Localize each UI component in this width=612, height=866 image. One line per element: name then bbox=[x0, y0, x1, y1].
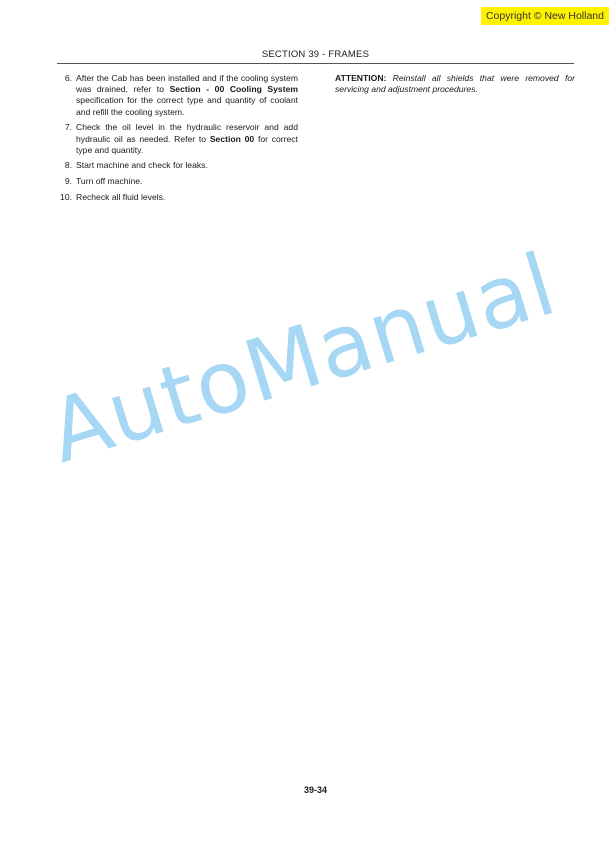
header-divider bbox=[57, 63, 574, 64]
list-item bbox=[57, 73, 298, 118]
step-text: for correct type and quantity. bbox=[76, 133, 298, 155]
step-number: 7. bbox=[64, 122, 72, 133]
step-number: 10. bbox=[60, 191, 72, 202]
procedure-steps-column bbox=[57, 73, 298, 208]
watermark: AutoManual bbox=[38, 234, 567, 483]
list-item bbox=[57, 192, 298, 203]
attention-text: Reinstall all shields that were removed for servicing and adjustment procedures. bbox=[335, 73, 575, 95]
step-text: After the Cab has been installed and if the cooling system was drained, refer to bbox=[76, 73, 298, 95]
step-number: 6. bbox=[64, 73, 72, 83]
list-item bbox=[57, 176, 298, 187]
step-text: Start machine and check for leaks. bbox=[76, 160, 208, 171]
copyright-badge: Copyright © New Holland bbox=[481, 7, 609, 25]
step-text: Turn off machine. bbox=[76, 176, 143, 187]
step-number: 8. bbox=[64, 160, 72, 171]
list-item bbox=[57, 122, 298, 156]
page-number: 39-34 bbox=[303, 785, 328, 795]
step-number: 9. bbox=[64, 176, 72, 187]
section-reference: Section - 00 Cooling System bbox=[169, 84, 298, 95]
attention-label: ATTENTION: bbox=[335, 73, 393, 83]
step-text: specification for the correct type and quantity of coolant and refill the cooling system. bbox=[76, 95, 298, 117]
section-header: SECTION 39 - FRAMES bbox=[261, 49, 370, 60]
list-item bbox=[57, 160, 298, 171]
step-text: Check the oil level in the hydraulic reservoir and add hydraulic oil as needed. Refer to bbox=[76, 122, 298, 144]
step-text: Recheck all fluid levels. bbox=[76, 191, 166, 202]
section-reference: Section 00 bbox=[209, 133, 255, 144]
procedure-steps-list bbox=[57, 73, 298, 203]
attention-note bbox=[335, 73, 575, 95]
